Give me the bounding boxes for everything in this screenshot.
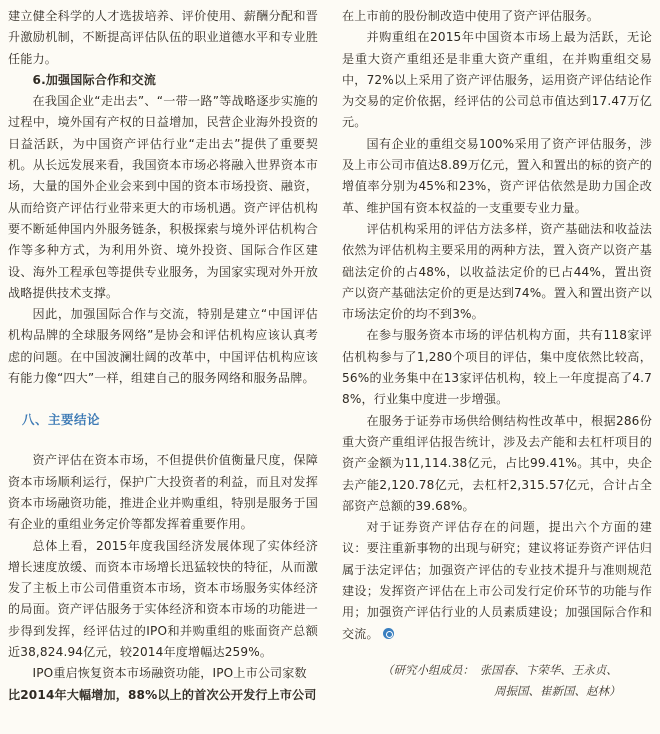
section-title-conclusions: 八、主要结论	[22, 412, 101, 428]
paragraph-ipo-bold-line: 比2014年大幅增加，88%以上的首次公开发行上市公司	[8, 687, 317, 702]
right-column	[342, 6, 652, 703]
paragraph-soe-restructuring: 国有企业的重组交易100%采用了资产评估服务，涉及上市公司市值达8.89万亿元，置入和置出的标的资产的增值率分别为45%和23%，资产评估依然是助力国企改革、维护国有资本权益的一支重要专业力量。	[342, 136, 652, 215]
paragraph-mergers: 并购重组在2015年中国资本市场上最为活跃，无论是重大资产重组还是非重大资产重组，在并购重组交易中，72%以上采用了资产评估服务，运用资产评估结论作为交易的定价依据，经评估的公司总市值达到17.47万亿元。	[342, 30, 652, 130]
paragraph-recommendations	[342, 517, 652, 645]
paragraph-supply-side-reform: 在服务于证券市场供给侧结构性改革中，根据286份重大资产重组评估报告统计，涉及去产能和去杠杆项目的资产金额为11,114.38亿元，占比99.41%。其中，央企去产能2,120.78亿元，去杠杆2,315.57亿元，合计占全部资产总额的39.68%。	[342, 413, 652, 513]
paragraph-continued-right: 在上市前的股份制改造中使用了资产评估服务。	[342, 9, 600, 23]
credits-line-2: 周振国、崔新国、赵林）	[494, 684, 621, 699]
paragraph-valuation-methods: 评估机构采用的评估方法多样，资产基础法和收益法依然为评估机构主要采用的两种方法，置入资产以资产基础法定价的占48%，以收益法定价的已占44%，置出资产以资产基础法定价的更是达到74%。置入和置出资产以市场法定价的均不到3%。	[342, 221, 652, 322]
paragraph-continued: 建立健全科学的人才选拔培养、评价使用、薪酬分配和晋升激励机制，不断提高评估队伍的职业道德水平和专业胜任能力。	[8, 9, 318, 66]
paragraph-capital-market-role: 资产评估在资本市场，不但提供价值衡量尺度，保障资本市场顺利运行，保护广大投资者的利益，而且对发挥资本市场融资功能，推进企业并购重组，特别是服务于国有企业的重组业务定价等都发挥着重要作用。	[8, 453, 318, 532]
paragraph-brand-network: 因此，加强国际合作与交流，特别是建立“中国评估机构品牌的全球服务网络”是协会和评估机构应该认真考虑的问题。在中国波澜壮阔的改革中，中国评估机构应该有能力像“四大”一样，组建自己的服务网络和服务品牌。	[8, 307, 318, 386]
paragraph-2015-overview: 总体上看，2015年度我国经济发展体现了实体经济增长速度放缓、而资本市场增长迅猛较快的特征，从而激发了主板上市公司借重资本市场，资本市场服务实体经济的局面。资产评估服务于实体经济和资本市场的功能进一步得到发挥，经评估过的IPO和并购重组的账面资产总额近38,824.94亿元，较2014年度增幅达259%。	[8, 538, 318, 660]
paragraph-ipo-restart: IPO重启恢复资本市场融资功能，IPO上市公司家数	[32, 666, 307, 681]
paragraph-valuation-firms: 在参与服务资本市场的评估机构方面，共有118家评估机构参与了1,280个项目的评估，集中度依然比较高，56%的业务集中在13家评估机构，较上一年度提高了4.78%，行业集中度进一步增强。	[342, 328, 652, 407]
left-column	[8, 6, 318, 706]
end-of-article-icon	[383, 628, 394, 639]
credits-line-1: （研究小组成员： 张国春、卞荣华、王永贞、	[382, 662, 618, 677]
subheading-international-cooperation: 6.加强国际合作和交流	[32, 72, 157, 87]
research-team-credits	[342, 660, 652, 703]
recommendations-text: 对于证券资产评估存在的问题，提出六个方面的建议：要注重新事物的出现与研究；建议将证券资产评估归属于法定评估；加强资产评估的专业技术提升与准则规范建设；发挥资产评估在上市公司发行定价环节的功能与作用；加强资产评估行业的人员素质建设；加强国际合作和交流。	[342, 520, 652, 641]
paragraph-going-global: 在我国企业“走出去”、“一带一路”等战略逐步实施的过程中，境外国有产权的日益增加，民营企业海外投资的日益活跃，为中国资产评估行业“走出去”提供了重要契机。从长远发展来看，我国资本市场必将融入世界资本市场，大量的国外企业会来到中国的资本市场投资、融资，从而给资产评估行业带来更大的市场机遇。资产评估机构要不断延伸国内外服务链条，积极探索与境外评估机构合作等多种方式，为利用外资、境外投资、国际合作区建设、海外工程承包等提供专业服务，为国家实现对外开放战略提供技术支撑。	[8, 94, 318, 300]
